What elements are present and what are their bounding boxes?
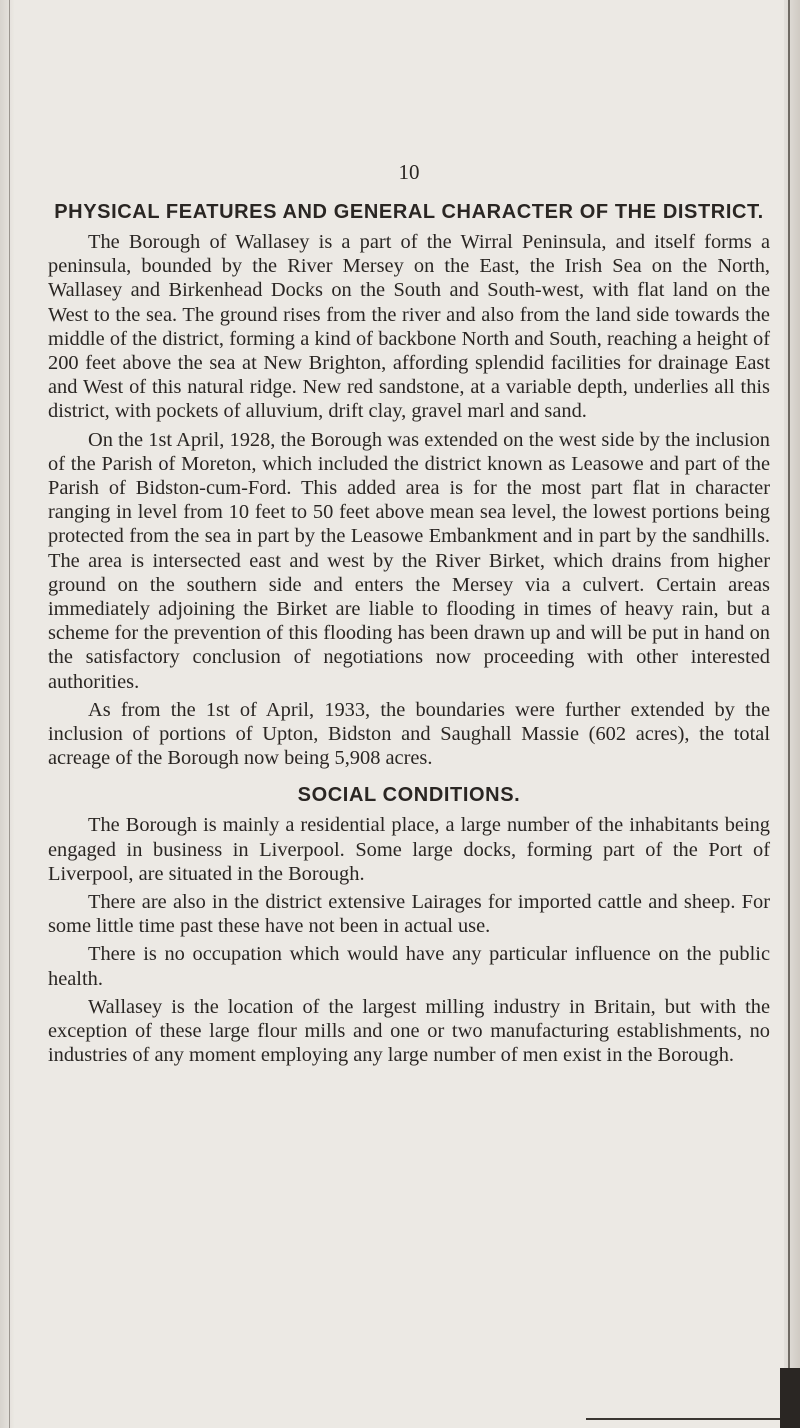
section-social-conditions [48,784,770,1067]
section-physical-features [48,201,770,770]
document-page [48,160,770,1072]
scan-edge-right [784,0,800,1428]
section-heading: PHYSICAL FEATURES AND GENERAL CHARACTER OF THE DISTRICT. [54,201,764,223]
section-heading: SOCIAL CONDITIONS. [297,784,521,807]
scan-line-right [788,0,790,1428]
paragraph: The Borough of Wallasey is a part of the Wirral Peninsula, and itself forms a peninsula, bounded by the River Mersey on the East, the Irish Sea on the North, Wallasey and Birkenhead Docks on the South and South-west, with flat land on the West to the sea. The ground rises from the river and also from the land side towards the middle of the district, forming a kind of backbone North and South, reaching a height of 200 feet above the sea at New Brighton, affording splendid facilities for drainage East and West of this natural ridge. New red sandstone, at a variable depth, underlies all this district, with pockets of alluvium, drift clay, gravel marl and sand. [48,231,770,423]
scan-line-left [9,0,10,1428]
paragraph: There are also in the district extensive Lairages for imported cattle and sheep. For some little time past these have not been in actual use. [48,891,770,938]
paragraph: On the 1st April, 1928, the Borough was extended on the west side by the inclusion of the Parish of Moreton, which included the district known as Leasowe and part of the Parish of Bidston-cum-Ford. This added area is for the most part flat in character ranging in level from 10 feet to 50 feet above mean sea level, the lowest portions being protected from the sea in part by the Leasowe Embankment and in part by the sandhills. The area is intersected east and west by the River Birket, which drains from higher ground on the southern side and enters the Mersey via a culvert. Certain areas immediately adjoining the Birket are liable to flooding in times of heavy rain, but a scheme for the prevention of this flooding has been drawn up and will be put in hand on the satisfactory conclusion of negotiations now proceeding with other interested authorities. [48,428,770,693]
scan-corner [780,1368,800,1428]
page-number: 10 [398,160,420,184]
paragraph: As from the 1st of April, 1933, the boundaries were further extended by the inclusion of portions of Upton, Bidston and Saughall Massie (602 acres), the total acreage of the Borough now being 5,908 acres. [48,698,770,770]
scan-bottom-line [586,1418,786,1420]
paragraph: Wallasey is the location of the largest milling industry in Britain, but with the exception of these large flour mills and one or two manufacturing establishments, no industries of any moment employing any large number of men exist in the Borough. [48,995,770,1067]
paragraph: There is no occupation which would have any particular influence on the public health. [48,943,770,990]
scan-edge-left [0,0,14,1428]
paragraph: The Borough is mainly a residential place, a large number of the inhabitants being engaged in business in Liverpool. Some large docks, forming part of the Port of Liverpool, are situated in the Borough. [48,814,770,885]
